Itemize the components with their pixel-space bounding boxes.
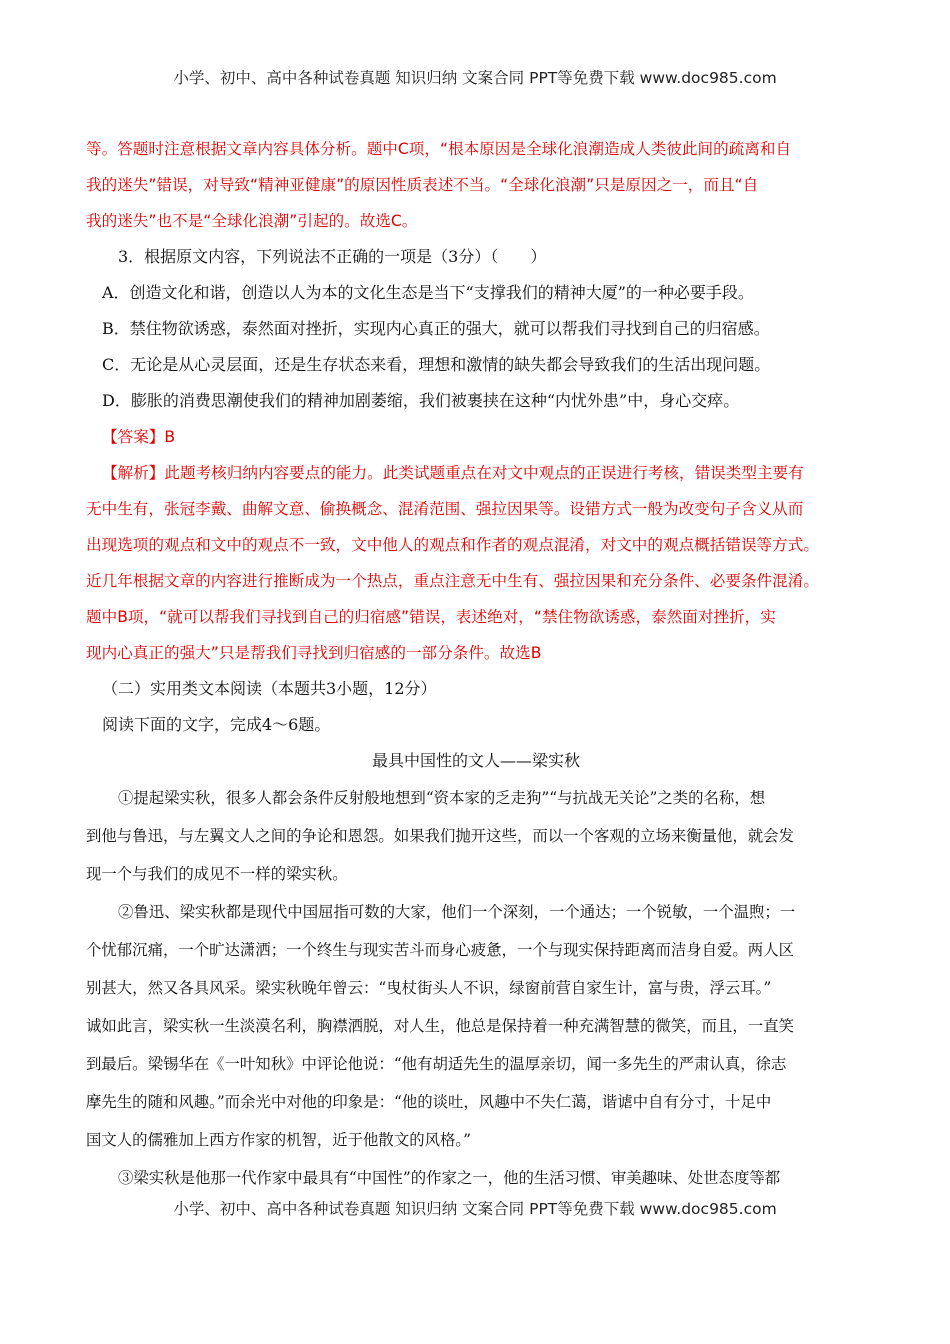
document-body (86, 131, 866, 1197)
text-line: 别甚大，然又各具风采。梁实秋晚年曾云：“曳杖街头人不识，绿窗前营自家生计，富与贵，浮云耳。” (86, 979, 772, 997)
text-line: 题中B项，“就可以帮我们寻找到自己的归宿感”错误，表述绝对，“禁住物欲诱惑，泰然面对挫折，实 (86, 608, 776, 626)
text-line: （二）实用类文本阅读（本题共3小题，12分） (102, 679, 437, 698)
text-line: 到他与鲁迅，与左翼文人之间的争论和恩怨。如果我们抛开这些，而以一个客观的立场来衡量他，就会发 (86, 827, 794, 845)
text-line: 最具中国性的文人——梁实秋 (371, 751, 580, 770)
text-line: ①提起梁实秋，很多人都会条件反射般地想到“资本家的乏走狗”“与抗战无关论”之类的名称，想 (118, 789, 766, 807)
text-line: A．创造文化和谐，创造以人为本的文化生态是当下“支撑我们的精神大厦”的一种必要手段。 (102, 283, 754, 302)
text-line: 诚如此言，梁实秋一生淡漠名利，胸襟洒脱，对人生，他总是保持着一种充满智慧的微笑，而且，一直笑 (86, 1017, 794, 1035)
text-line: 我的迷失”也不是“全球化浪潮”引起的。故选C。 (86, 212, 418, 230)
text-line: 阅读下面的文字，完成4～6题。 (102, 715, 331, 734)
text-line: 无中生有，张冠李戴、曲解文意、偷换概念、混淆范围、强拉因果等。设错方式一般为改变句子含义从而 (86, 500, 804, 518)
text-line: 摩先生的随和风趣。”而余光中对他的印象是：“他的谈吐，风趣中不失仁蔼，谐谑中自有分寸，十足中 (86, 1093, 772, 1111)
text-line: B．禁住物欲诱惑，泰然面对挫折，实现内心真正的强大，就可以帮我们寻找到自己的归宿感。 (102, 319, 770, 338)
text-line: 【解析】此题考核归纳内容要点的能力。此类试题重点在对文中观点的正误进行考核，错误类型主要有 (102, 464, 804, 482)
text-line: 现一个与我们的成见不一样的梁实秋。 (86, 865, 348, 883)
text-line: 现内心真正的强大”只是帮我们寻找到归宿感的一部分条件。故选B (86, 644, 542, 662)
page-footer: 小学、初中、高中各种试卷真题 知识归纳 文案合同 PPT等免费下载 www.doc985.com (173, 1200, 777, 1218)
text-line: 国文人的儒雅加上西方作家的机智，近于他散文的风格。” (86, 1131, 471, 1149)
text-line: 等。答题时注意根据文章内容具体分析。题中C项，“根本原因是全球化浪潮造成人类彼此间的疏离和自 (86, 140, 792, 158)
text-line: 个忧郁沉痛，一个旷达潇洒；一个终生与现实苦斗而身心疲惫，一个与现实保持距离而洁身自爱。两人区 (86, 941, 794, 959)
text-line: 【答案】B (102, 428, 176, 446)
text-line: D．膨胀的消费思潮使我们的精神加剧萎缩，我们被裹挟在这种“内忧外患”中，身心交瘁。 (102, 391, 740, 410)
text-line: 近几年根据文章的内容进行推断成为一个热点，重点注意无中生有、强拉因果和充分条件、必要条件混淆。 (86, 572, 819, 590)
text-line: 出现选项的观点和文中的观点不一致，文中他人的观点和作者的观点混淆，对文中的观点概括错误等方式。 (86, 536, 819, 554)
text-line: 3．根据原文内容，下列说法不正确的一项是（3分）（ ） (118, 247, 547, 266)
text-line: 到最后。梁锡华在《一叶知秋》中评论他说：“他有胡适先生的温厚亲切，闻一多先生的严肃认真，徐志 (86, 1055, 787, 1073)
text-line: ③梁实秋是他那一代作家中最具有“中国性”的作家之一，他的生活习惯、审美趣味、处世态度等都 (118, 1169, 781, 1187)
text-line: 我的迷失”错误，对导致“精神亚健康”的原因性质表述不当。“全球化浪潮”只是原因之一，而且“自 (86, 176, 759, 194)
page-header: 小学、初中、高中各种试卷真题 知识归纳 文案合同 PPT等免费下载 www.doc985.com (173, 69, 777, 87)
text-line: ②鲁迅、梁实秋都是现代中国屈指可数的大家，他们一个深刻，一个通达；一个锐敏，一个温煦；一 (118, 903, 796, 921)
text-line: C．无论是从心灵层面，还是生存状态来看，理想和激情的缺失都会导致我们的生活出现问题。 (102, 355, 771, 374)
